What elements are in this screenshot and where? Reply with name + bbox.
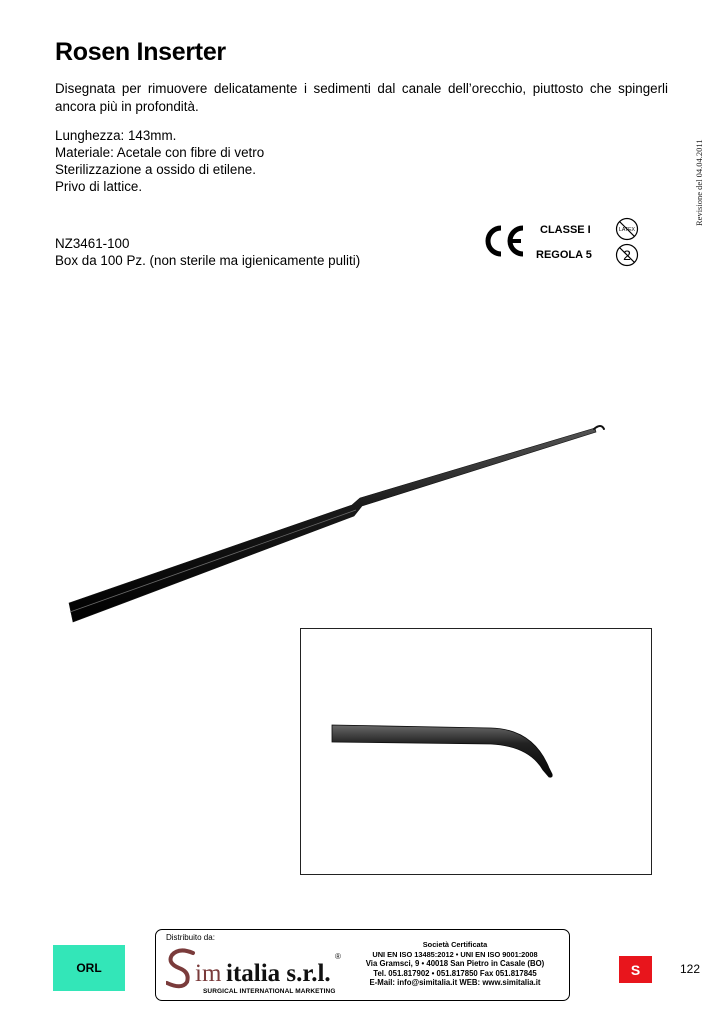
page-title: Rosen Inserter [55,38,226,66]
company-phone-fax: Tel. 051.817902 • 051.817850 Fax 051.817845 [373,968,537,978]
revision-note: Revisione del 04.04.2011 [694,139,704,226]
spec-material: Materiale: Acetale con fibre di vetro [55,145,265,160]
regola-label: REGOLA 5 [536,249,592,261]
svg-text:LATEX: LATEX [618,227,636,233]
svg-text:2: 2 [623,247,631,263]
company-info [349,940,561,988]
tip-detail-image [301,629,653,876]
certified-company: Società Certificata [422,940,488,949]
company-tagline: SURGICAL INTERNATIONAL MARKETING [203,988,336,995]
iso-standards: UNI EN ISO 13485:2012 • UNI EN ISO 9001:2008 [372,949,538,959]
product-description: Disegnata per rimuovere delicatamente i sedimenti dal canale dell’orecchio, piuttosto che spingerli ancora più in profondità. [55,81,668,114]
company-email-web: E-Mail: info@simitalia.it WEB: www.simitalia.it [369,978,541,988]
svg-text:®: ® [335,952,341,961]
classe-label: CLASSE I [540,224,591,236]
product-specs [55,127,264,195]
product-code: NZ3461-100 [55,236,130,251]
distributed-by-label: Distribuito da: [166,933,215,942]
rosen-inserter-image [0,400,725,640]
product-code-block [55,235,360,269]
simitalia-logo [166,944,346,990]
spec-latex-free: Privo di lattice. [55,179,143,194]
single-use-icon [614,242,640,268]
page-number: 122 [680,962,701,976]
footer-distributor-box [155,929,570,1001]
spec-length: Lunghezza: 143mm. [55,128,177,143]
product-box: Box da 100 Pz. (non sterile ma igienicamente puliti) [55,253,361,268]
spec-sterilization: Sterilizzazione a ossido di etilene. [55,162,256,177]
latex-free-icon [614,216,640,242]
company-address: Via Gramsci, 9 • 40018 San Pietro in Casale (BO) [365,959,545,969]
svg-text:italia s.r.l.: italia s.r.l. [226,960,331,987]
tip-detail-box [300,628,652,875]
ce-mark-icon [481,222,525,260]
svg-text:im: im [195,960,222,987]
section-badge: S [619,956,652,983]
category-badge-orl: ORL [53,945,125,991]
